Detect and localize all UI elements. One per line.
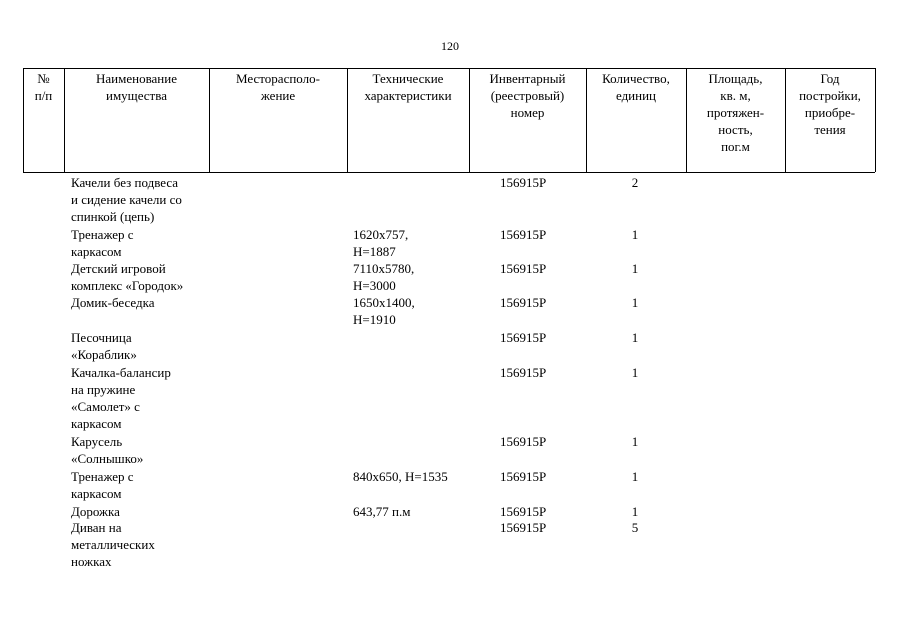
item-specs: 643,77 п.м bbox=[353, 504, 411, 519]
header-quantity: Количество, единиц bbox=[602, 71, 670, 103]
header-location: Месторасполо- жение bbox=[236, 71, 320, 103]
item-inventory: 156915Р bbox=[500, 330, 547, 345]
item-inventory: 156915Р bbox=[500, 175, 547, 190]
item-inventory: 156915Р bbox=[500, 520, 547, 535]
header-top-border bbox=[23, 68, 875, 69]
page-number: 120 bbox=[441, 39, 459, 53]
item-name: Качалка-балансир на пружине «Самолет» с каркасом bbox=[71, 365, 171, 431]
item-specs: 1620х757, Н=1887 bbox=[353, 227, 409, 259]
item-name: Тренажер с каркасом bbox=[71, 227, 134, 259]
col-divider bbox=[875, 68, 876, 172]
item-name: Тренажер с каркасом bbox=[71, 469, 134, 501]
item-name: Домик-беседка bbox=[71, 295, 155, 310]
item-quantity: 1 bbox=[631, 365, 639, 380]
header-bottom-border bbox=[23, 172, 875, 173]
header-number: № п/п bbox=[34, 71, 53, 103]
item-quantity: 1 bbox=[631, 330, 639, 345]
item-quantity: 1 bbox=[631, 261, 639, 276]
item-quantity: 5 bbox=[631, 520, 639, 535]
item-name: Карусель «Солнышко» bbox=[71, 434, 144, 466]
item-inventory: 156915Р bbox=[500, 504, 547, 519]
header-specs: Технические характеристики bbox=[364, 71, 452, 103]
header-year: Год постройки, приобре- тения bbox=[799, 71, 861, 137]
item-inventory: 156915Р bbox=[500, 434, 547, 449]
item-inventory: 156915Р bbox=[500, 469, 547, 484]
item-inventory: 156915Р bbox=[500, 261, 547, 276]
item-quantity: 2 bbox=[631, 175, 639, 190]
item-quantity: 1 bbox=[631, 504, 639, 519]
item-name: Дорожка bbox=[71, 504, 120, 519]
item-quantity: 1 bbox=[631, 295, 639, 310]
item-name: Качели без подвеса и сидение качели со спинкой (цепь) bbox=[71, 175, 182, 224]
item-quantity: 1 bbox=[631, 434, 639, 449]
item-specs: 7110х5780, Н=3000 bbox=[353, 261, 415, 293]
header-name: Наименование имущества bbox=[96, 71, 177, 103]
item-inventory: 156915Р bbox=[500, 227, 547, 242]
item-name: Детский игровой комплекс «Городок» bbox=[71, 261, 184, 293]
item-inventory: 156915Р bbox=[500, 295, 547, 310]
item-inventory: 156915Р bbox=[500, 365, 547, 380]
header-area: Площадь, кв. м, протяжен- ность, пог.м bbox=[706, 71, 765, 154]
item-name: Диван на металлических ножках bbox=[71, 520, 155, 569]
item-quantity: 1 bbox=[631, 227, 639, 242]
item-name: Песочница «Кораблик» bbox=[71, 330, 137, 362]
item-specs: 1650х1400, Н=1910 bbox=[353, 295, 415, 327]
item-quantity: 1 bbox=[631, 469, 639, 484]
header-inventory: Инвентарный (реестровый) номер bbox=[489, 71, 566, 120]
item-specs: 840х650, Н=1535 bbox=[353, 469, 448, 484]
